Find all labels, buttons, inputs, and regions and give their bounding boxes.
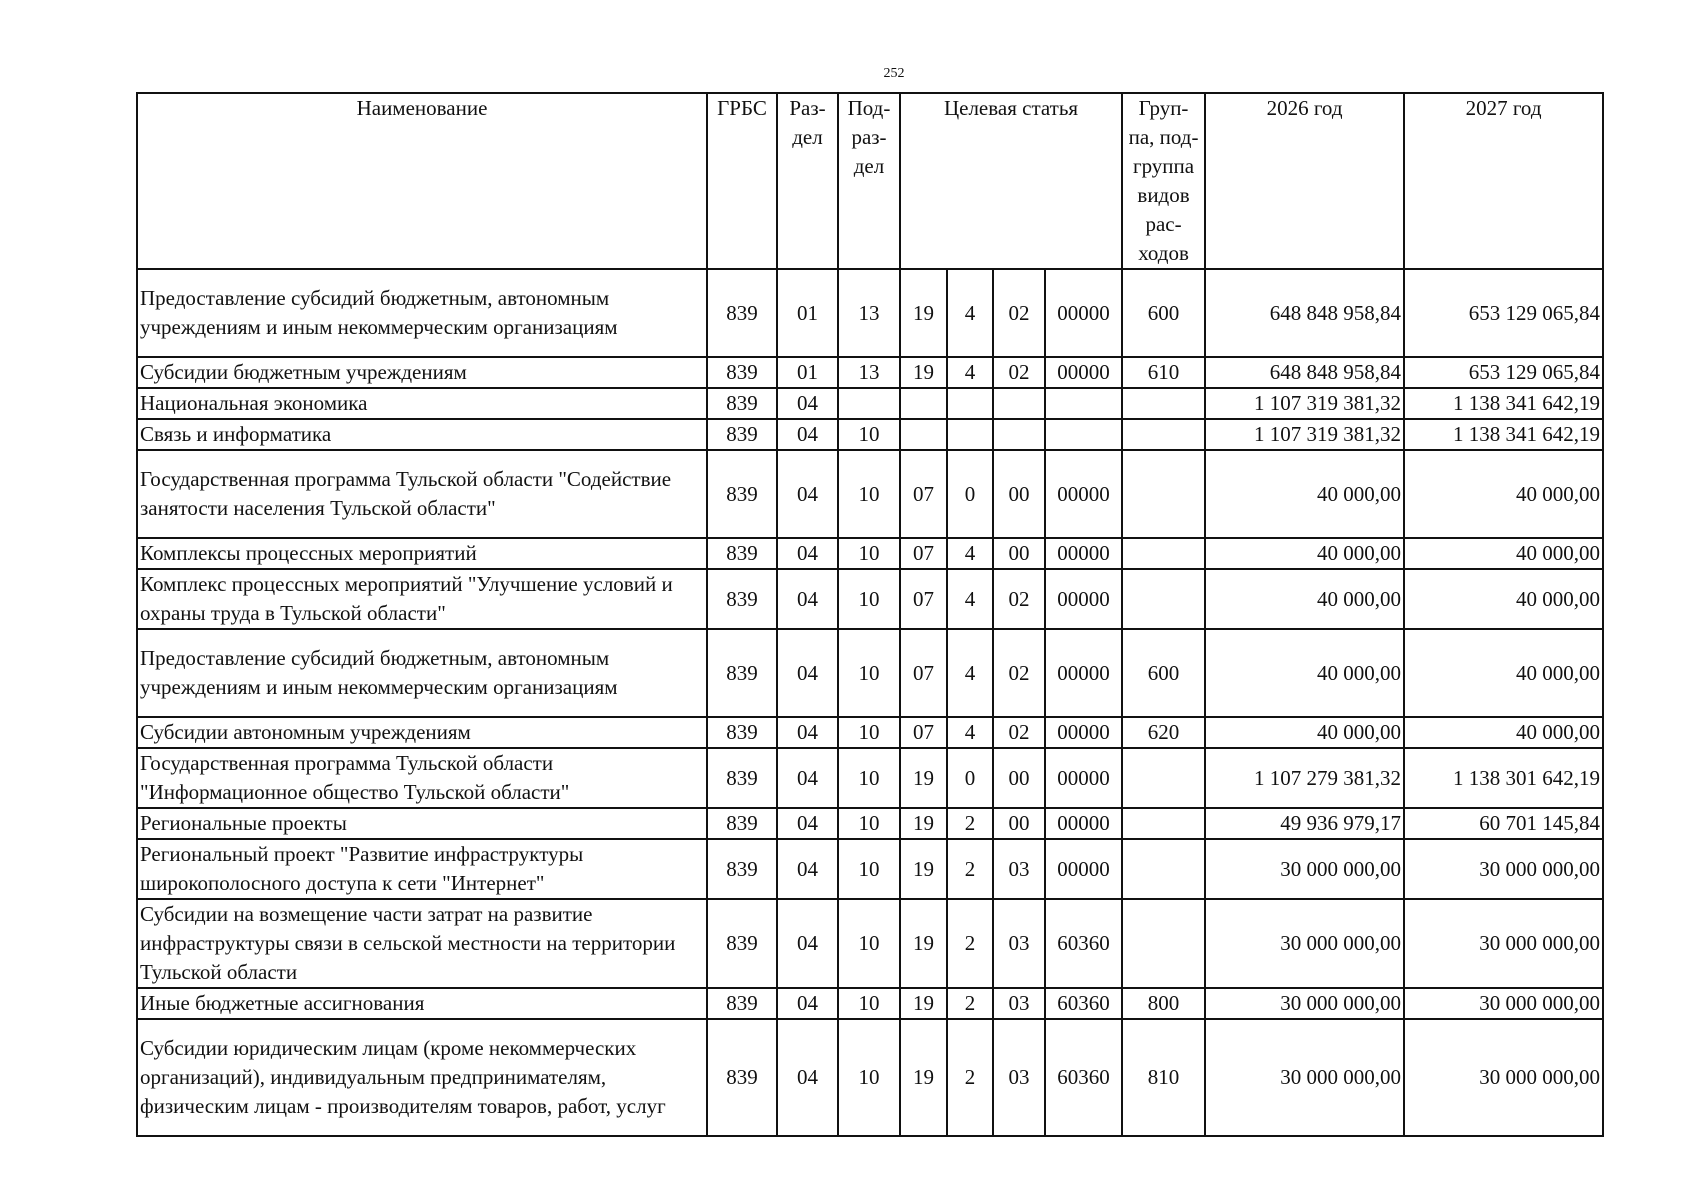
celevaya-direction-cell: 00000 — [1045, 538, 1122, 569]
celevaya-type-cell: 4 — [947, 629, 993, 717]
table-row — [137, 717, 1603, 748]
amount-2026-cell: 40 000,00 — [1205, 569, 1404, 629]
celevaya-program-cell: 19 — [900, 269, 947, 357]
razdel-cell: 04 — [777, 1019, 838, 1136]
razdel-cell: 01 — [777, 357, 838, 388]
grbs-cell: 839 — [707, 748, 777, 808]
amount-2026-cell: 648 848 958,84 — [1205, 269, 1404, 357]
celevaya-direction-cell: 00000 — [1045, 717, 1122, 748]
name-cell: Региональные проекты — [137, 808, 707, 839]
celevaya-subtype-cell: 03 — [993, 839, 1045, 899]
name-cell: Субсидии на возмещение части затрат на развитие инфраструктуры связи в сельской местности на территории Тульской области — [137, 899, 707, 988]
header-year-2027: 2027 год — [1404, 93, 1603, 269]
celevaya-direction-cell: 00000 — [1045, 839, 1122, 899]
celevaya-type-cell: 4 — [947, 569, 993, 629]
podrazdel-cell: 10 — [838, 450, 900, 538]
header-year-2026: 2026 год — [1205, 93, 1404, 269]
celevaya-program-cell — [900, 419, 947, 450]
amount-2026-cell: 40 000,00 — [1205, 629, 1404, 717]
celevaya-direction-cell: 00000 — [1045, 450, 1122, 538]
celevaya-direction-cell: 00000 — [1045, 357, 1122, 388]
celevaya-program-cell: 19 — [900, 899, 947, 988]
celevaya-program-cell — [900, 388, 947, 419]
name-cell: Национальная экономика — [137, 388, 707, 419]
vid-rashodov-cell: 610 — [1122, 357, 1205, 388]
celevaya-type-cell: 4 — [947, 717, 993, 748]
grbs-cell: 839 — [707, 269, 777, 357]
celevaya-type-cell — [947, 419, 993, 450]
celevaya-direction-cell: 00000 — [1045, 569, 1122, 629]
celevaya-subtype-cell: 00 — [993, 538, 1045, 569]
vid-rashodov-cell — [1122, 748, 1205, 808]
razdel-cell: 04 — [777, 388, 838, 419]
table-row — [137, 988, 1603, 1019]
razdel-cell: 04 — [777, 839, 838, 899]
amount-2027-cell: 30 000 000,00 — [1404, 839, 1603, 899]
celevaya-direction-cell — [1045, 419, 1122, 450]
razdel-cell: 04 — [777, 899, 838, 988]
grbs-cell: 839 — [707, 808, 777, 839]
name-cell: Государственная программа Тульской области "Информационное общество Тульской области" — [137, 748, 707, 808]
table-body — [137, 269, 1603, 1136]
amount-2027-cell: 30 000 000,00 — [1404, 899, 1603, 988]
celevaya-subtype-cell: 03 — [993, 988, 1045, 1019]
celevaya-direction-cell — [1045, 388, 1122, 419]
amount-2026-cell: 30 000 000,00 — [1205, 1019, 1404, 1136]
amount-2027-cell: 653 129 065,84 — [1404, 269, 1603, 357]
table-row — [137, 419, 1603, 450]
vid-rashodov-cell: 600 — [1122, 269, 1205, 357]
amount-2026-cell: 30 000 000,00 — [1205, 899, 1404, 988]
celevaya-program-cell: 19 — [900, 748, 947, 808]
amount-2026-cell: 40 000,00 — [1205, 538, 1404, 569]
celevaya-type-cell: 2 — [947, 899, 993, 988]
name-cell: Иные бюджетные ассигнования — [137, 988, 707, 1019]
amount-2027-cell: 1 138 341 642,19 — [1404, 388, 1603, 419]
name-cell: Государственная программа Тульской области "Содействие занятости населения Тульской области" — [137, 450, 707, 538]
amount-2026-cell: 1 107 319 381,32 — [1205, 388, 1404, 419]
table-row — [137, 629, 1603, 717]
celevaya-type-cell: 4 — [947, 357, 993, 388]
vid-rashodov-cell: 810 — [1122, 1019, 1205, 1136]
amount-2027-cell: 40 000,00 — [1404, 538, 1603, 569]
podrazdel-cell: 10 — [838, 748, 900, 808]
grbs-cell: 839 — [707, 419, 777, 450]
podrazdel-cell: 13 — [838, 269, 900, 357]
name-cell: Субсидии бюджетным учреждениям — [137, 357, 707, 388]
razdel-cell: 04 — [777, 538, 838, 569]
celevaya-direction-cell: 00000 — [1045, 629, 1122, 717]
celevaya-subtype-cell: 02 — [993, 629, 1045, 717]
vid-rashodov-cell — [1122, 388, 1205, 419]
grbs-cell: 839 — [707, 569, 777, 629]
amount-2027-cell: 40 000,00 — [1404, 717, 1603, 748]
razdel-cell: 04 — [777, 717, 838, 748]
podrazdel-cell: 13 — [838, 357, 900, 388]
celevaya-program-cell: 07 — [900, 629, 947, 717]
podrazdel-cell: 10 — [838, 988, 900, 1019]
header-row — [137, 93, 1603, 269]
razdel-cell: 04 — [777, 629, 838, 717]
amount-2026-cell: 648 848 958,84 — [1205, 357, 1404, 388]
name-cell: Субсидии юридическим лицам (кроме некоммерческих организаций), индивидуальным предпринимателям, физическим лицам - производителям товаров, работ, услуг — [137, 1019, 707, 1136]
razdel-cell: 04 — [777, 419, 838, 450]
celevaya-subtype-cell: 00 — [993, 748, 1045, 808]
amount-2027-cell: 30 000 000,00 — [1404, 988, 1603, 1019]
grbs-cell: 839 — [707, 988, 777, 1019]
celevaya-direction-cell: 60360 — [1045, 988, 1122, 1019]
name-cell: Региональный проект "Развитие инфраструктуры широкополосного доступа к сети "Интернет" — [137, 839, 707, 899]
celevaya-subtype-cell: 02 — [993, 717, 1045, 748]
podrazdel-cell: 10 — [838, 717, 900, 748]
table-row — [137, 269, 1603, 357]
header-celevaya-statya: Целевая статья — [900, 93, 1122, 269]
celevaya-subtype-cell: 02 — [993, 357, 1045, 388]
celevaya-type-cell — [947, 388, 993, 419]
name-cell: Связь и информатика — [137, 419, 707, 450]
celevaya-program-cell: 07 — [900, 717, 947, 748]
amount-2027-cell: 40 000,00 — [1404, 450, 1603, 538]
header-razdel: Раз- дел — [777, 93, 838, 269]
grbs-cell: 839 — [707, 899, 777, 988]
header-name: Наименование — [137, 93, 707, 269]
page-number: 252 — [883, 66, 905, 81]
razdel-cell: 04 — [777, 569, 838, 629]
grbs-cell: 839 — [707, 450, 777, 538]
table-row — [137, 538, 1603, 569]
celevaya-program-cell: 19 — [900, 357, 947, 388]
vid-rashodov-cell: 800 — [1122, 988, 1205, 1019]
vid-rashodov-cell: 600 — [1122, 629, 1205, 717]
celevaya-program-cell: 19 — [900, 808, 947, 839]
header-grbs: ГРБС — [707, 93, 777, 269]
razdel-cell: 04 — [777, 808, 838, 839]
vid-rashodov-cell — [1122, 450, 1205, 538]
table-row — [137, 569, 1603, 629]
celevaya-subtype-cell: 03 — [993, 1019, 1045, 1136]
celevaya-type-cell: 0 — [947, 450, 993, 538]
amount-2026-cell: 30 000 000,00 — [1205, 839, 1404, 899]
podrazdel-cell: 10 — [838, 629, 900, 717]
razdel-cell: 04 — [777, 748, 838, 808]
celevaya-program-cell: 07 — [900, 569, 947, 629]
grbs-cell: 839 — [707, 717, 777, 748]
celevaya-direction-cell: 00000 — [1045, 808, 1122, 839]
table-row — [137, 388, 1603, 419]
amount-2027-cell: 1 138 341 642,19 — [1404, 419, 1603, 450]
podrazdel-cell: 10 — [838, 569, 900, 629]
table-row — [137, 357, 1603, 388]
amount-2027-cell: 1 138 301 642,19 — [1404, 748, 1603, 808]
celevaya-direction-cell: 00000 — [1045, 269, 1122, 357]
vid-rashodov-cell — [1122, 808, 1205, 839]
vid-rashodov-cell — [1122, 419, 1205, 450]
razdel-cell: 04 — [777, 988, 838, 1019]
vid-rashodov-cell: 620 — [1122, 717, 1205, 748]
name-cell: Предоставление субсидий бюджетным, автономным учреждениям и иным некоммерческим организациям — [137, 269, 707, 357]
name-cell: Комплекс процессных мероприятий "Улучшение условий и охраны труда в Тульской области" — [137, 569, 707, 629]
name-cell: Предоставление субсидий бюджетным, автономным учреждениям и иным некоммерческим организациям — [137, 629, 707, 717]
amount-2027-cell: 40 000,00 — [1404, 629, 1603, 717]
celevaya-direction-cell: 60360 — [1045, 1019, 1122, 1136]
celevaya-subtype-cell: 02 — [993, 569, 1045, 629]
amount-2026-cell: 40 000,00 — [1205, 450, 1404, 538]
amount-2026-cell: 49 936 979,17 — [1205, 808, 1404, 839]
podrazdel-cell: 10 — [838, 899, 900, 988]
amount-2027-cell: 30 000 000,00 — [1404, 1019, 1603, 1136]
amount-2026-cell: 30 000 000,00 — [1205, 988, 1404, 1019]
vid-rashodov-cell — [1122, 839, 1205, 899]
celevaya-program-cell: 19 — [900, 988, 947, 1019]
celevaya-type-cell: 2 — [947, 988, 993, 1019]
celevaya-subtype-cell: 00 — [993, 808, 1045, 839]
celevaya-subtype-cell: 03 — [993, 899, 1045, 988]
podrazdel-cell: 10 — [838, 1019, 900, 1136]
celevaya-direction-cell: 60360 — [1045, 899, 1122, 988]
celevaya-type-cell: 2 — [947, 839, 993, 899]
vid-rashodov-cell — [1122, 569, 1205, 629]
table-row — [137, 748, 1603, 808]
table-row — [137, 1019, 1603, 1136]
header-podrazdel: Под- раз- дел — [838, 93, 900, 269]
vid-rashodov-cell — [1122, 538, 1205, 569]
vid-rashodov-cell — [1122, 899, 1205, 988]
table-row — [137, 839, 1603, 899]
amount-2026-cell: 40 000,00 — [1205, 717, 1404, 748]
podrazdel-cell: 10 — [838, 419, 900, 450]
header-gruppa-vidov-rashodov: Груп- па, под- группа видов рас- ходов — [1122, 93, 1205, 269]
celevaya-subtype-cell — [993, 419, 1045, 450]
podrazdel-cell: 10 — [838, 808, 900, 839]
grbs-cell: 839 — [707, 839, 777, 899]
celevaya-program-cell: 07 — [900, 450, 947, 538]
celevaya-type-cell: 4 — [947, 269, 993, 357]
podrazdel-cell — [838, 388, 900, 419]
celevaya-program-cell: 07 — [900, 538, 947, 569]
celevaya-type-cell: 2 — [947, 808, 993, 839]
podrazdel-cell: 10 — [838, 839, 900, 899]
table-row — [137, 899, 1603, 988]
celevaya-subtype-cell: 02 — [993, 269, 1045, 357]
grbs-cell: 839 — [707, 1019, 777, 1136]
grbs-cell: 839 — [707, 629, 777, 717]
amount-2026-cell: 1 107 319 381,32 — [1205, 419, 1404, 450]
razdel-cell: 04 — [777, 450, 838, 538]
grbs-cell: 839 — [707, 388, 777, 419]
celevaya-subtype-cell: 00 — [993, 450, 1045, 538]
amount-2027-cell: 40 000,00 — [1404, 569, 1603, 629]
amount-2027-cell: 653 129 065,84 — [1404, 357, 1603, 388]
amount-2026-cell: 1 107 279 381,32 — [1205, 748, 1404, 808]
grbs-cell: 839 — [707, 538, 777, 569]
table-row — [137, 808, 1603, 839]
grbs-cell: 839 — [707, 357, 777, 388]
amount-2027-cell: 60 701 145,84 — [1404, 808, 1603, 839]
celevaya-program-cell: 19 — [900, 839, 947, 899]
celevaya-program-cell: 19 — [900, 1019, 947, 1136]
celevaya-subtype-cell — [993, 388, 1045, 419]
celevaya-direction-cell: 00000 — [1045, 748, 1122, 808]
table-row — [137, 450, 1603, 538]
celevaya-type-cell: 2 — [947, 1019, 993, 1136]
celevaya-type-cell: 4 — [947, 538, 993, 569]
podrazdel-cell: 10 — [838, 538, 900, 569]
name-cell: Субсидии автономным учреждениям — [137, 717, 707, 748]
budget-table — [136, 92, 1604, 1137]
razdel-cell: 01 — [777, 269, 838, 357]
celevaya-type-cell: 0 — [947, 748, 993, 808]
name-cell: Комплексы процессных мероприятий — [137, 538, 707, 569]
